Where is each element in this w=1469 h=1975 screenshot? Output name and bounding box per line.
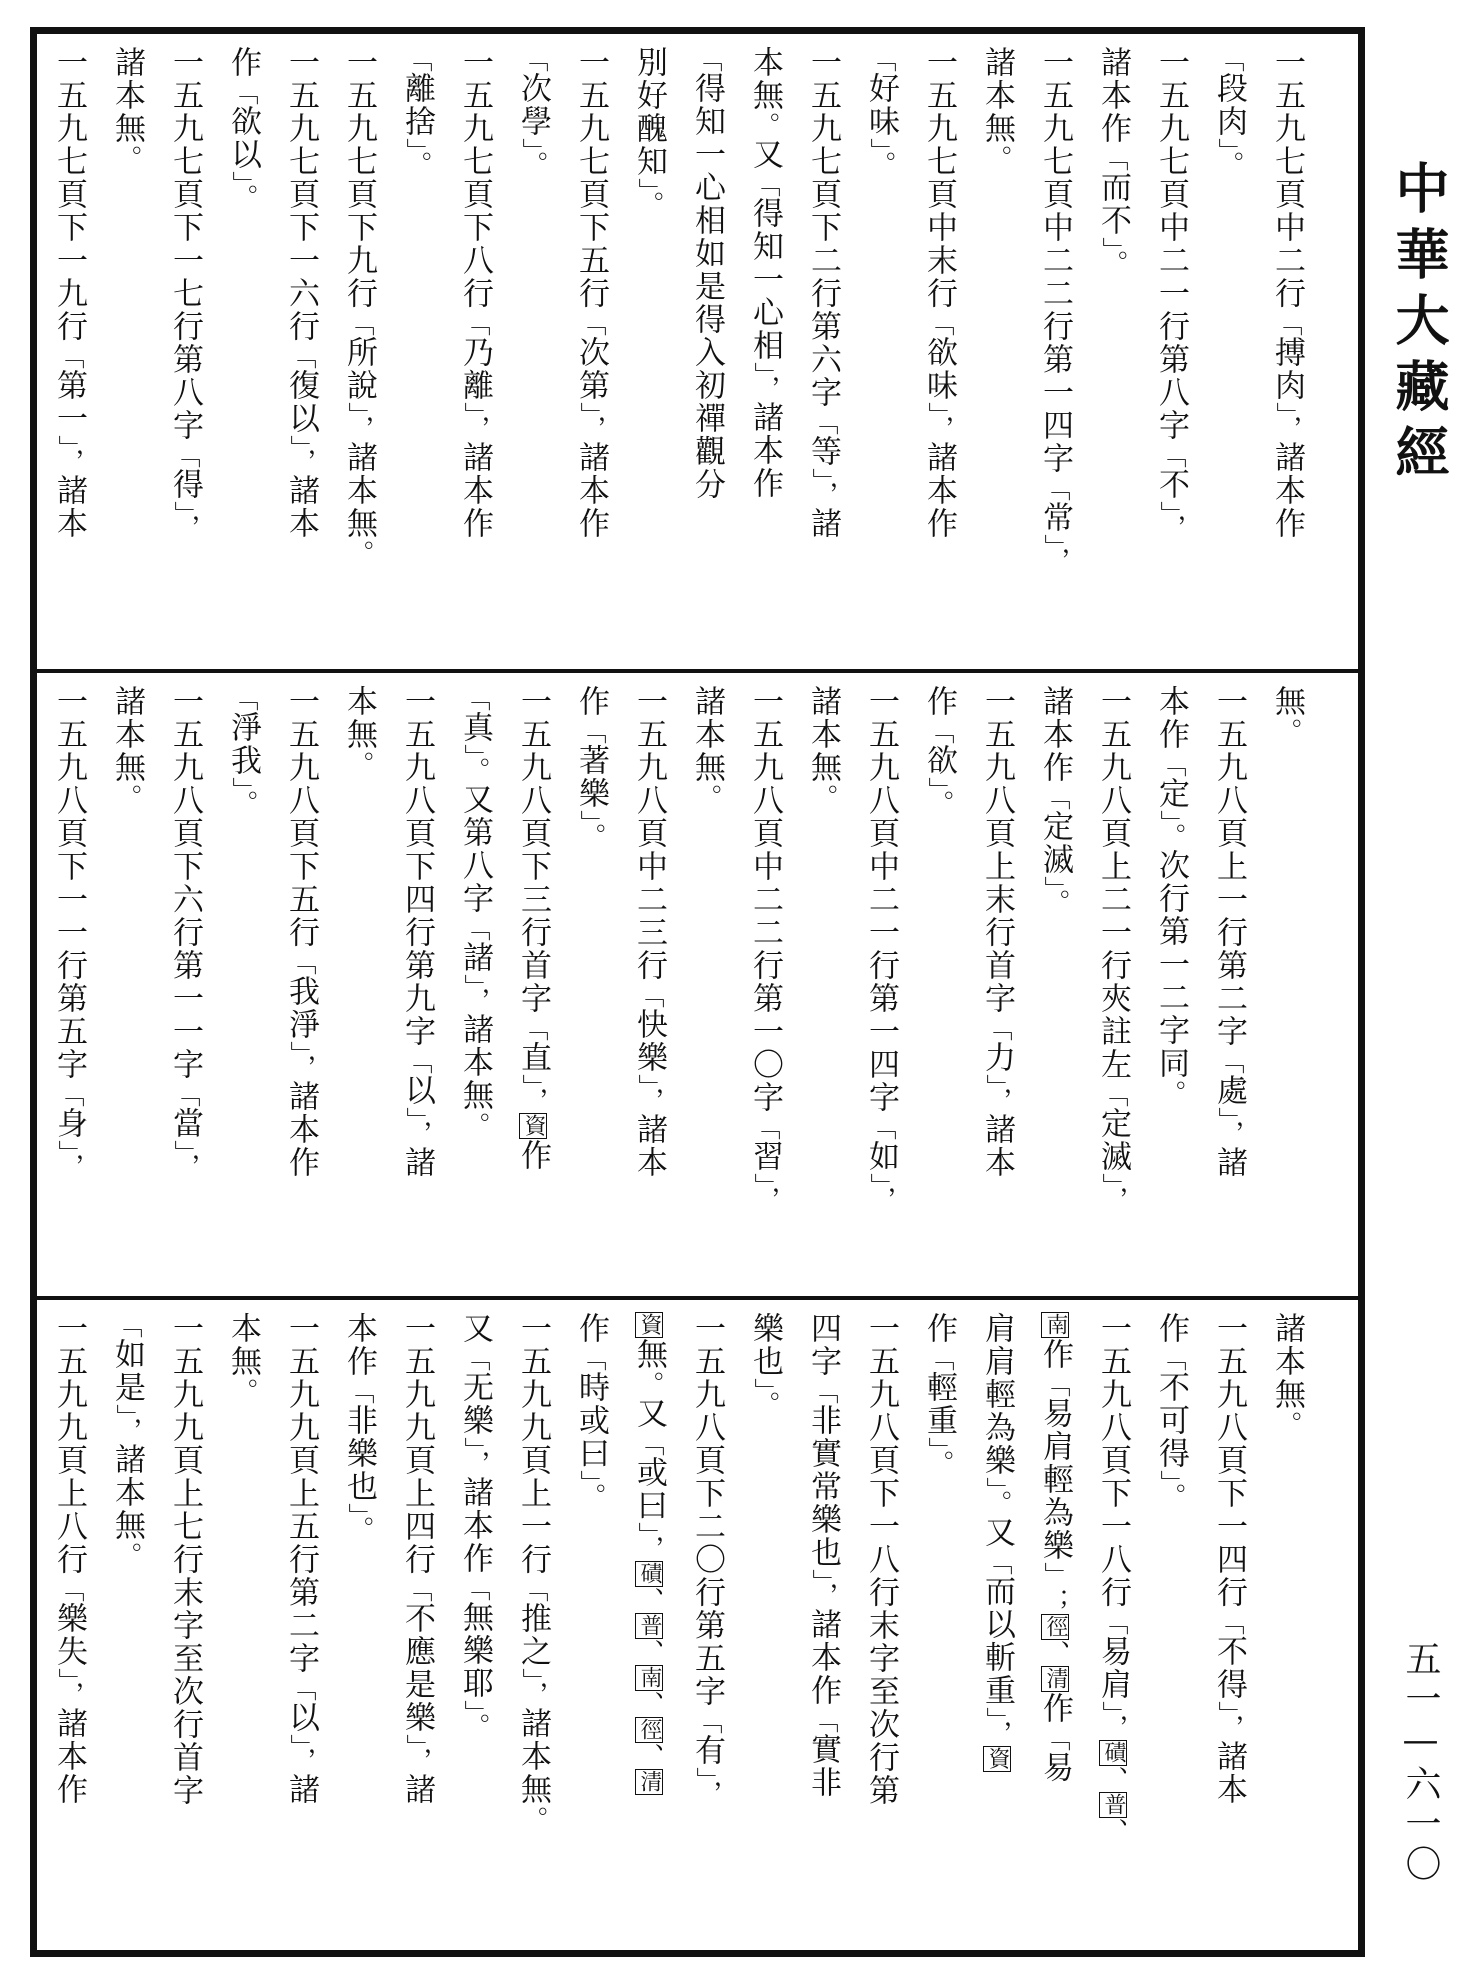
text-column: 一五九九頁上八行「樂失」，諸本作 bbox=[51, 1312, 87, 1806]
text-column: 樂也」。 bbox=[747, 1312, 783, 1417]
text-column: 又「无樂」，諸本作「無樂耶」。 bbox=[457, 1312, 493, 1739]
text-column: 一五九七頁下二行第六字「等」，諸 bbox=[805, 46, 841, 540]
text-column: 作「時或曰」。 bbox=[573, 1312, 609, 1509]
lower-register bbox=[37, 1300, 1358, 1950]
text-column: 一五九七頁下八行「乃離」，諸本作 bbox=[457, 46, 493, 540]
text-column: 本無。又「得知一心相」，諸本作 bbox=[747, 46, 783, 500]
text-column: 本作「定」。次行第一二字同。 bbox=[1153, 685, 1189, 1106]
text-column: 一五九八頁中二三行「快樂」，諸本 bbox=[631, 685, 667, 1179]
text-column: 本作「非樂也」。 bbox=[341, 1312, 377, 1542]
text-column: 諸本無。 bbox=[805, 685, 841, 810]
text-column: 無。 bbox=[1269, 685, 1305, 744]
text-column: 別好醜知」。 bbox=[631, 46, 667, 217]
text-column: 一五九八頁下一八行末字至次行第 bbox=[863, 1312, 899, 1807]
text-column: 「淨我」。 bbox=[225, 685, 261, 816]
text-column: 本無。 bbox=[225, 1312, 261, 1404]
text-column: 作「輕重」。 bbox=[921, 1312, 957, 1476]
text-column: 一五九七頁下一七行第八字「得」， bbox=[167, 46, 203, 540]
text-column: 一五九八頁下一四行「不得」，諸本 bbox=[1211, 1312, 1247, 1806]
text-column: 一五九七頁下五行「次第」，諸本作 bbox=[573, 46, 609, 540]
text-column: 一五九七頁中二行「搏肉」，諸本作 bbox=[1269, 46, 1305, 540]
text-column: 「真」。又第八字「諸」，諸本無。 bbox=[457, 685, 493, 1138]
text-column: 一五九七頁中二二行第一四字「常」， bbox=[1037, 46, 1073, 573]
text-column: 一五九九頁上四行「不應是樂」，諸 bbox=[399, 1312, 435, 1806]
text-column: 作「不可得」。 bbox=[1153, 1312, 1189, 1509]
text-column: 一五九八頁下二〇行第五字「有」， bbox=[689, 1312, 725, 1806]
text-column: 一五九八頁上一行第二字「處」，諸 bbox=[1211, 685, 1247, 1179]
text-column: 一五九九頁上七行末字至次行首字 bbox=[167, 1312, 203, 1807]
text-column: 本無。 bbox=[341, 685, 377, 777]
text-frame bbox=[30, 27, 1365, 1957]
text-column: 諸本無。 bbox=[689, 685, 725, 810]
text-column: 一五九八頁下三行首字「直」，資作 bbox=[515, 685, 551, 1172]
text-column: 一五九九頁上五行第二字「以」，諸 bbox=[283, 1312, 319, 1806]
text-column: 一五九八頁下一八行「易肩」，磧、普、 bbox=[1095, 1312, 1131, 1844]
text-column: 諸本作「而不」。 bbox=[1095, 46, 1131, 276]
text-column: 一五九七頁下一六行「復以」，諸本 bbox=[283, 46, 319, 540]
text-column: 作「欲」。 bbox=[921, 685, 957, 816]
text-column: 「離捨」。 bbox=[399, 46, 435, 177]
text-column: 「如是」，諸本無。 bbox=[109, 1312, 145, 1568]
text-column: 一五九八頁上二一行夾註左「定滅」， bbox=[1095, 685, 1131, 1212]
page-title: 中華大藏經 bbox=[1387, 160, 1450, 490]
upper-register bbox=[37, 34, 1358, 673]
text-column: 諸本無。 bbox=[979, 46, 1015, 171]
middle-register bbox=[37, 673, 1358, 1300]
text-column: 作「欲以」。 bbox=[225, 46, 261, 210]
text-column: 諸本作「定滅」。 bbox=[1037, 685, 1073, 915]
text-column: 「次學」。 bbox=[515, 46, 551, 177]
text-column: 一五九七頁下一九行「第一」，諸本 bbox=[51, 46, 87, 540]
text-column: 諸本無。 bbox=[109, 685, 145, 810]
text-column: 作「著樂」。 bbox=[573, 685, 609, 849]
text-column: 「得知一心相如是得入初禪觀分 bbox=[689, 46, 725, 501]
text-column: 一五九七頁下九行「所說」，諸本無。 bbox=[341, 46, 377, 566]
text-column: 一五九八頁下四行第九字「以」，諸 bbox=[399, 685, 435, 1179]
text-column: 「段肉」。 bbox=[1211, 46, 1247, 177]
text-column: 一五九七頁中末行「欲味」，諸本作 bbox=[921, 46, 957, 540]
page-number: 五一—六一〇 bbox=[1400, 1640, 1441, 1885]
text-column: 一五九八頁中二二行第一〇字「習」， bbox=[747, 685, 783, 1212]
text-column: 一五九九頁上一行「推之」，諸本無。 bbox=[515, 1312, 551, 1832]
text-column: 一五九八頁下五行「我淨」，諸本作 bbox=[283, 685, 319, 1179]
text-column: 一五九七頁中二一行第八字「不」， bbox=[1153, 46, 1189, 540]
text-column: 一五九八頁下六行第一一字「當」， bbox=[167, 685, 203, 1179]
text-column: 一五九八頁中二一行第一四字「如」， bbox=[863, 685, 899, 1212]
text-column: 資無。又「或曰」，磧、普、南、徑、清 bbox=[631, 1313, 667, 1794]
text-column: 一五九八頁上末行首字「力」，諸本 bbox=[979, 685, 1015, 1179]
text-column: 諸本無。 bbox=[1269, 1312, 1305, 1437]
text-column: 一五九八頁下一一行第五字「身」， bbox=[51, 685, 87, 1179]
text-column: 四字「非實常樂也」，諸本作「實非 bbox=[805, 1312, 841, 1799]
text-column: 肩肩輕為樂」。又「而以斬重」，資 bbox=[979, 1312, 1015, 1771]
text-column: 「好味」。 bbox=[863, 46, 899, 177]
text-column: 南作「易肩輕為樂」；徑、清作「易 bbox=[1037, 1313, 1073, 1784]
text-column: 諸本無。 bbox=[109, 46, 145, 171]
